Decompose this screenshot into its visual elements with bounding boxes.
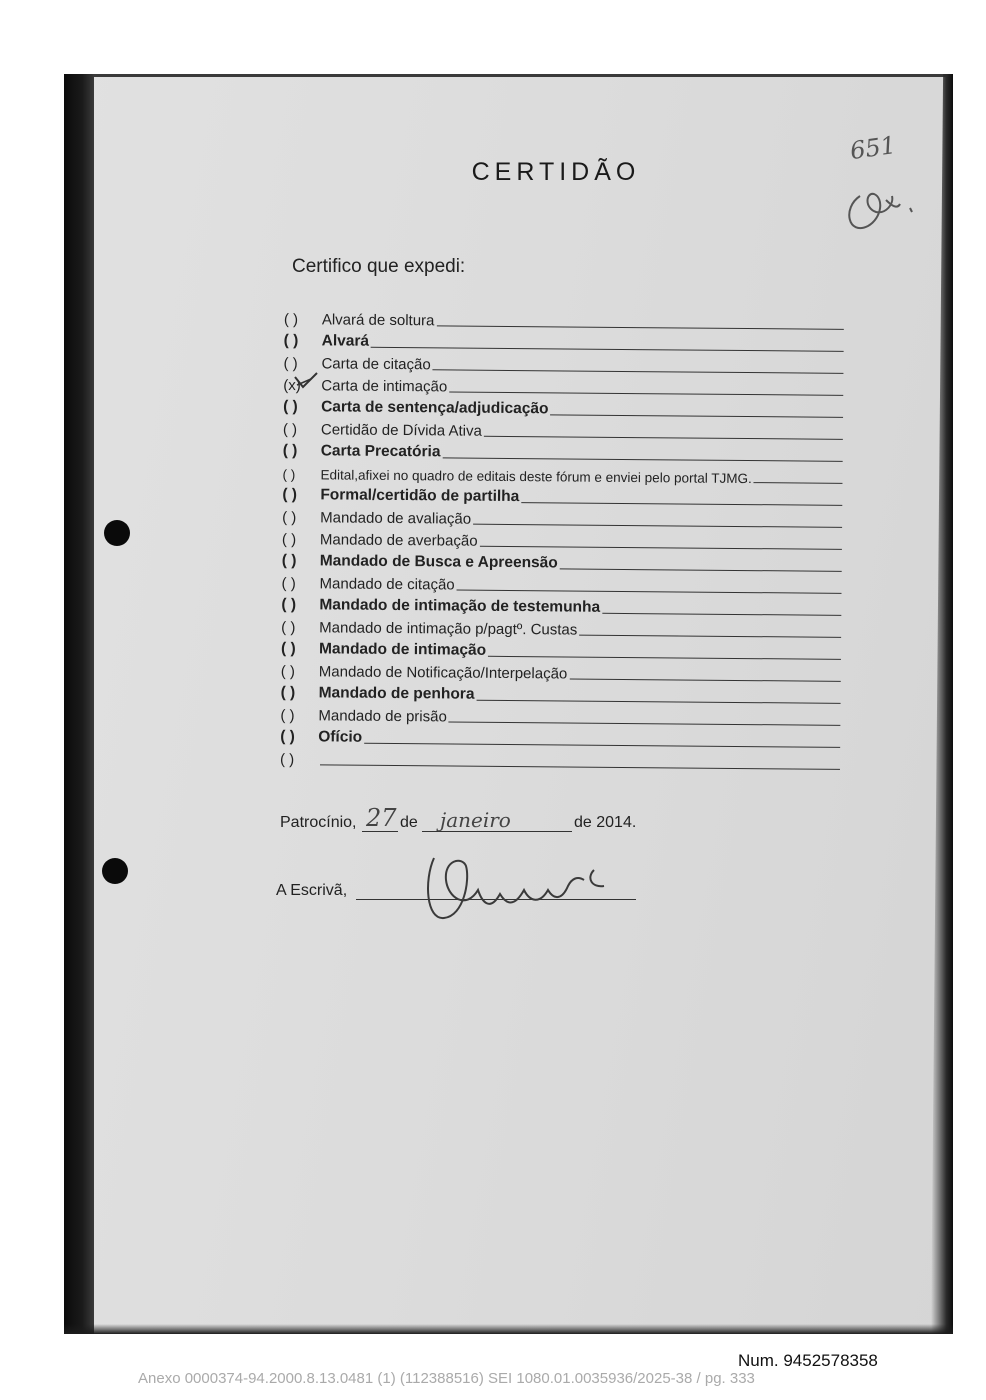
checkbox-mark: ( ) (280, 683, 296, 702)
checkbox-mark: ( ) (282, 441, 298, 460)
checklist-item-label: Alvará de soltura (321, 311, 435, 330)
document-reference: Anexo 0000374-94.2000.8.13.0481 (1) (112388516) SEI 1080.01.0035936/2025-38 / pg. 333 (138, 1370, 755, 1387)
checkbox-mark: ( ) (282, 466, 296, 483)
checkbox-mark: ( ) (280, 639, 296, 658)
checklist-item-label: Mandado de avaliação (320, 509, 472, 528)
checklist-item-label: Formal/certidão de partilha (320, 486, 520, 506)
checklist-item-label: Certidão de Dívida Ativa (320, 421, 482, 440)
fill-line (754, 482, 843, 484)
checklist-item-label: Mandado de penhora (318, 684, 475, 703)
certificate-checklist (280, 306, 844, 773)
fill-line (521, 502, 842, 506)
fill-line (560, 568, 842, 571)
month-handwritten: janeiro (440, 808, 511, 832)
checkbox-mark: ( ) (281, 530, 297, 549)
checklist-item-label: Mandado de Notificação/Interpelação (318, 663, 568, 683)
signature-block (276, 854, 696, 934)
fill-line (320, 764, 840, 770)
checklist-item-label: Mandado de averbação (319, 531, 478, 550)
folio-rubric-icon (838, 178, 938, 238)
checklist-item-label: Mandado de Busca e Apreensão (319, 552, 558, 572)
checkbox-mark: ( ) (283, 331, 299, 350)
fill-line (550, 414, 843, 418)
checklist-item-label: Alvará (321, 332, 370, 350)
checkmark-icon (289, 369, 323, 393)
checkbox-mark: (x) (283, 376, 301, 395)
checklist-item-label: Mandado de intimação de testemunha (319, 596, 601, 616)
checkbox-mark: ( ) (281, 574, 296, 593)
checkbox-mark: ( ) (281, 595, 297, 614)
fill-line (602, 613, 841, 616)
signer-label: A Escrivã, (276, 882, 348, 899)
fill-line (488, 656, 841, 660)
checklist-item-label: Mandado de citação (319, 575, 455, 594)
checklist-item-label: Edital,afixei no quadro de editais deste fórum e enviei pelo portal TJMG. (320, 467, 752, 487)
checklist-item-label: Mandado de intimação p/pagtº. Custas (319, 619, 578, 639)
folio-number: 651 (848, 130, 898, 166)
checkbox-mark: ( ) (283, 397, 298, 416)
fill-line (579, 635, 841, 638)
de-label: de (400, 814, 418, 831)
scan-left-edge (64, 74, 94, 1334)
checkbox-mark: ( ) (282, 508, 297, 527)
checklist-item (280, 746, 840, 773)
place-label: Patrocínio, (280, 814, 357, 831)
checkbox-mark: ( ) (280, 662, 296, 681)
intro-text: Certifico que expedi: (292, 256, 466, 277)
checkbox-mark: ( ) (279, 750, 295, 769)
fill-line (569, 679, 840, 682)
checklist-item-label: Carta de sentença/adjudicação (321, 398, 549, 418)
checklist-item-label: Mandado de intimação (318, 640, 487, 659)
scanned-page (64, 74, 953, 1334)
checkbox-mark: ( ) (280, 727, 295, 746)
scan-top-edge (64, 74, 953, 77)
signature-mark (420, 850, 650, 930)
checklist-item-label: Carta de intimação (321, 377, 448, 396)
checkbox-mark: ( ) (281, 618, 296, 637)
checkbox-mark: ( ) (282, 420, 298, 439)
checklist-item-label: Carta de citação (321, 355, 431, 374)
checkbox-mark: ( ) (283, 354, 298, 373)
punch-hole-top (104, 520, 130, 546)
document-number: Num. 9452578358 (738, 1351, 878, 1370)
checkbox-mark: ( ) (282, 485, 298, 504)
place-date-line (280, 798, 680, 838)
checkbox-mark: ( ) (281, 551, 297, 570)
day-handwritten: 27 (366, 804, 397, 832)
scan-bottom-edge (64, 1324, 953, 1334)
punch-hole-bottom (102, 858, 128, 884)
scan-right-edge (931, 74, 953, 1334)
checkbox-mark: ( ) (280, 706, 295, 725)
checklist-item-label: Ofício (318, 728, 363, 746)
checkbox-mark: ( ) (283, 310, 299, 329)
checklist-item-label: Mandado de prisão (318, 707, 447, 726)
checklist-item-label: Carta Precatória (320, 442, 441, 461)
page-title: CERTIDÃO (471, 158, 641, 186)
year-label: de 2014. (574, 814, 637, 831)
